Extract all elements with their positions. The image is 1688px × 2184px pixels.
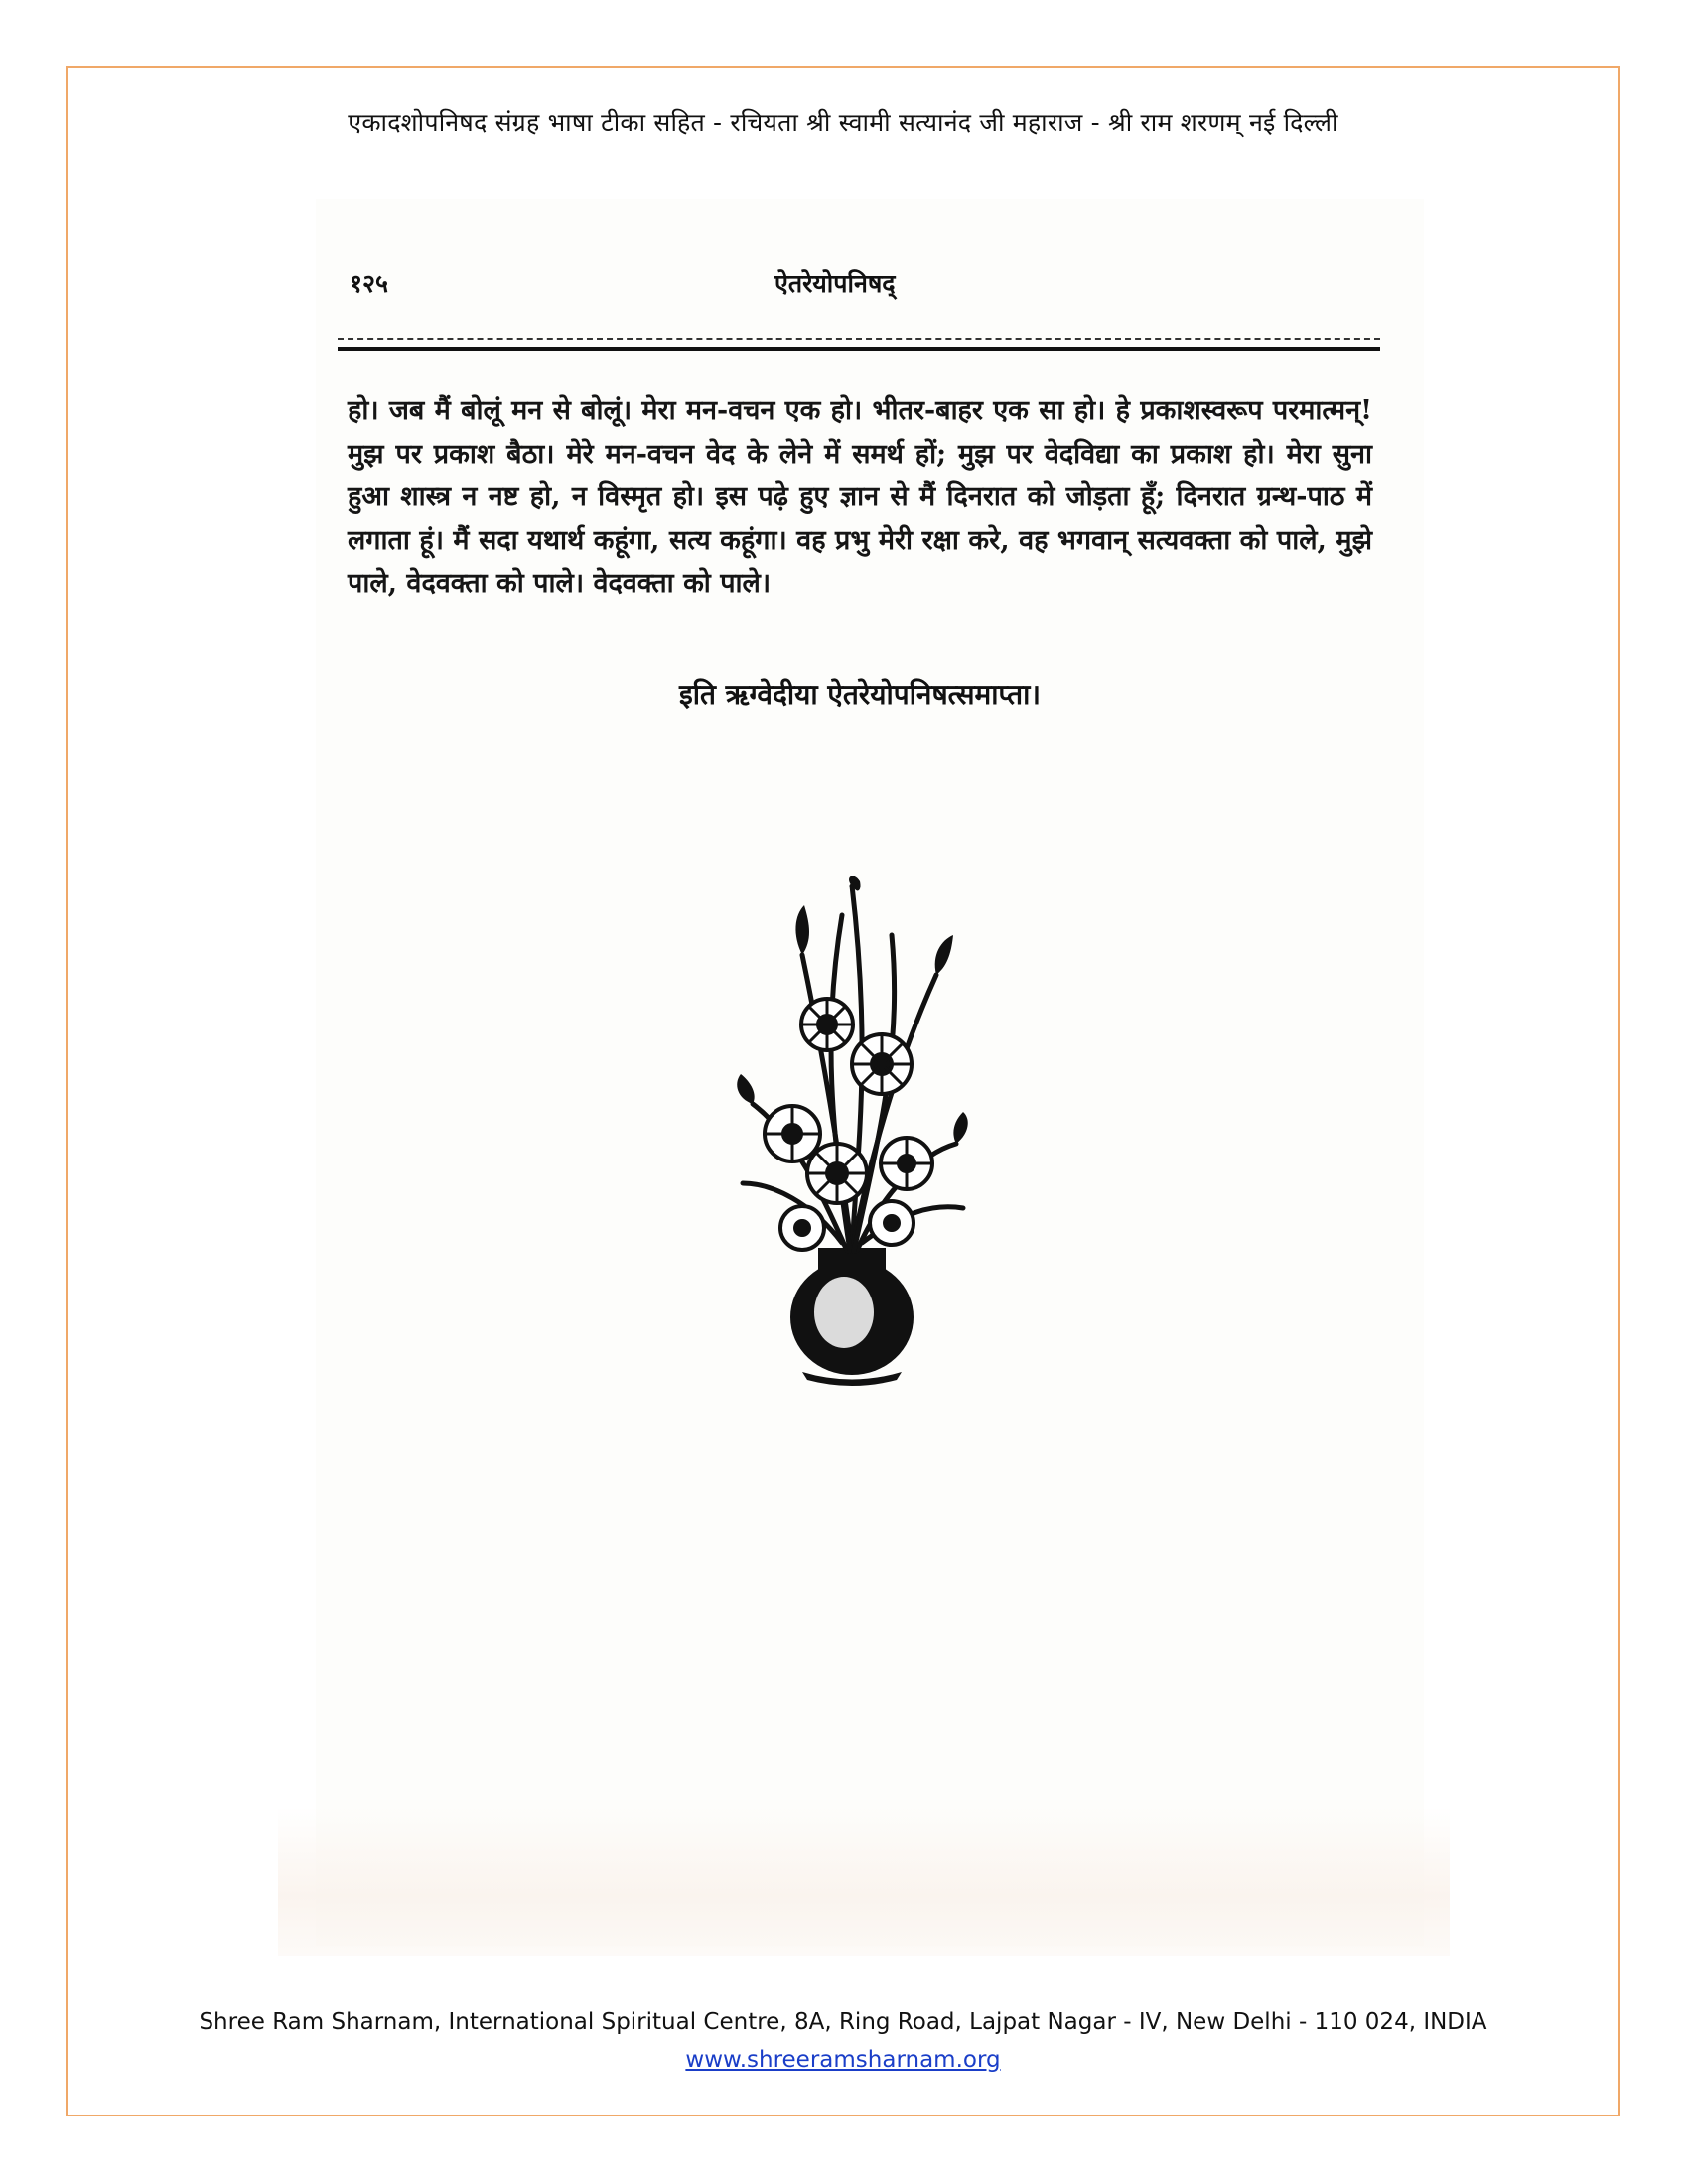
running-title: ऐतरेयोपनिषद् bbox=[774, 269, 896, 298]
flower-vase-icon bbox=[733, 876, 971, 1392]
body-paragraph: हो। जब मैं बोलूं मन से बोलूं। मेरा मन-वचन एक हो। भीतर-बाहर एक सा हो। हे प्रकाशस्वरूप परमात्मन्! मुझ पर प्रकाश बैठा। मेरे मन-वचन वेद के लेने में समर्थ हों; मुझ पर वेदविद्या का प्रकाश हो। मेरा सुना हुआ शास्त्र न नष्ट हो, न विस्मृत हो। इस पढ़े हुए ज्ञान से मैं दिनरात को जोड़ता हूँ; दिनरात ग्रन्थ-पाठ में लगाता हूं। मैं सदा यथार्थ कहूंगा, सत्य कहूंगा। वह प्रभु मेरी रक्षा करे, वह भगवान् सत्यवक्ता को पाले, मुझे पाले, वेदवक्ता को पाले। वेदवक्ता को पाले। bbox=[348, 395, 1372, 599]
document-header: एकादशोपनिषद संग्रह भाषा टीका सहित - रचियता श्री स्वामी सत्यानंद जी महाराज - श्री राम शरणम् नई दिल्ली bbox=[348, 108, 1338, 137]
footer-address: Shree Ram Sharnam, International Spiritual Centre, 8A, Ring Road, Lajpat Nagar - IV, New Delhi - 110 024, INDIA bbox=[199, 2009, 1487, 2035]
colophon: इति ऋग्वेदीया ऐतरेयोपनिषत्समाप्ता। bbox=[678, 678, 1042, 711]
header-rule-thin bbox=[338, 338, 1380, 340]
bleed-through-area bbox=[278, 1807, 1450, 1956]
footer-website-link[interactable]: www.shreeramsharnam.org bbox=[685, 2047, 1001, 2073]
header-rule-thick bbox=[338, 347, 1380, 351]
page-number: १२५ bbox=[350, 269, 389, 298]
